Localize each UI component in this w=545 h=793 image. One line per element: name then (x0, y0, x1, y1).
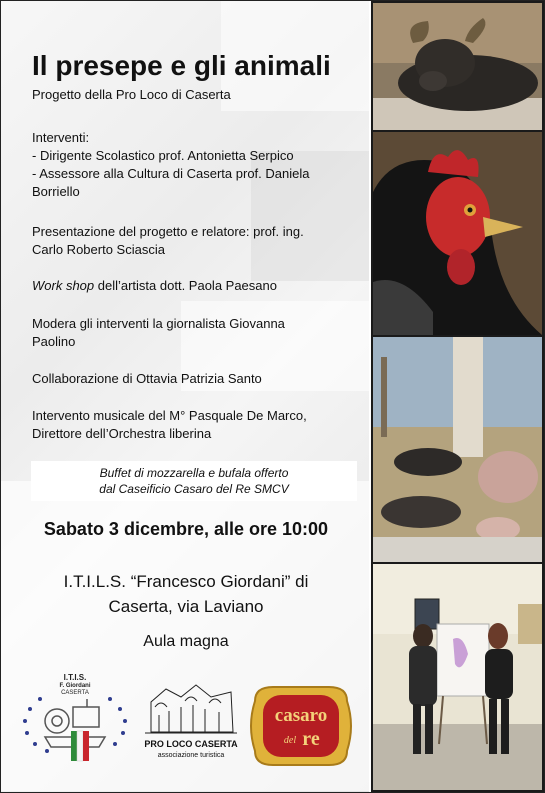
casaro-line3: re (302, 728, 320, 750)
interventi-line: - Dirigente Scolastico prof. Antonietta Serpico (32, 148, 294, 163)
itis-logo (15, 669, 135, 771)
modera-line: Modera gli interventi la giornalista Giovanna (32, 316, 285, 331)
venue-line: Caserta, via Laviano (108, 597, 264, 616)
photo-buffalo (373, 3, 542, 130)
musica-line: Direttore dell’Orchestra liberina (32, 426, 212, 441)
buffet-line: dal Caseificio Casaro del Re SMCV (99, 482, 289, 496)
interventi-line: Borriello (32, 184, 80, 199)
modera-block (32, 315, 352, 351)
flag-green (71, 731, 77, 761)
flag-white (77, 731, 83, 761)
proloco-tagline: associazione turistica (157, 752, 225, 759)
buffet-line: Buffet di mozzarella e bufala offerto (99, 466, 289, 480)
itis-logo-line3: CASERTA (61, 690, 89, 696)
modera-line: Paolino (32, 334, 76, 349)
venue-line: I.T.I.L.S. “Francesco Giordani” di (63, 572, 309, 591)
presentazione-line: Presentazione del progetto e relatore: prof. ing. (32, 224, 304, 239)
workshop-text: dell’artista dott. Paola Paesano (94, 278, 277, 293)
event-room: Aula magna (143, 633, 229, 650)
event-venue (1, 569, 369, 619)
photo-rooster (373, 132, 542, 335)
presentazione-block (32, 223, 352, 259)
poster-title: Il presepe e gli animali (32, 50, 331, 81)
workshop-line (32, 277, 352, 295)
proloco-name: PRO LOCO CASERTA (144, 739, 238, 749)
poster-text-panel (1, 1, 369, 792)
interventi-label: Interventi: (32, 130, 90, 145)
poster-subtitle: Progetto della Pro Loco di Caserta (32, 87, 231, 102)
interventi-line: - Assessore alla Cultura di Caserta prof. Daniela (32, 166, 310, 181)
palace-icon (145, 685, 237, 733)
itis-logo-line1: I.T.I.S. (63, 673, 87, 682)
collaborazione-line: Collaborazione di Ottavia Patrizia Santo (32, 371, 262, 386)
proloco-logo (141, 677, 241, 771)
buffet-note (31, 461, 357, 501)
interventi-block (32, 129, 352, 201)
event-date: Sabato 3 dicembre, alle ore 10:00 (43, 519, 329, 539)
photo-pigs (373, 337, 542, 562)
musica-line: Intervento musicale del M° Pasquale De Marco, (32, 408, 307, 423)
presentazione-line: Carlo Roberto Sciascia (32, 242, 165, 257)
casaro-logo (245, 681, 357, 771)
itis-logo-line2: F. Giordani (59, 683, 91, 689)
workshop-emphasis: Work shop (32, 278, 95, 293)
casaro-line2: del (283, 735, 297, 746)
musica-block (32, 407, 352, 443)
casaro-line1: casaro (274, 705, 328, 726)
photo-presenters (373, 564, 542, 790)
photo-column (371, 1, 544, 792)
flag-red (83, 731, 89, 761)
